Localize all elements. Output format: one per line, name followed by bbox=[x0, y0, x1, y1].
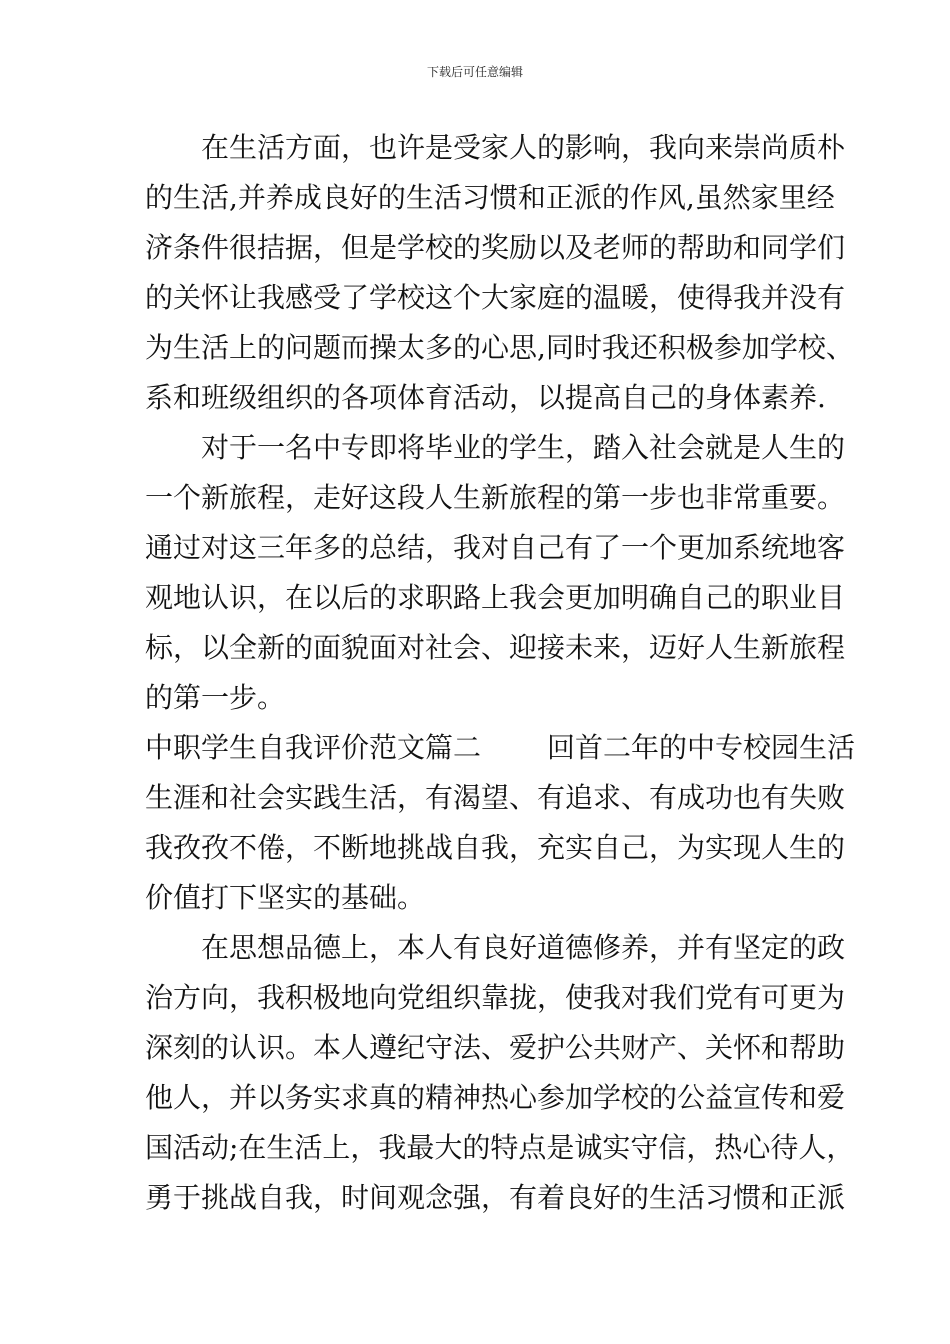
text-line: 标，以全新的面貌面对社会、迎接未来，迈好人生新旅程 bbox=[145, 631, 846, 664]
text-line: 在思想品德上，本人有良好道德修养，并有坚定的政 bbox=[201, 931, 846, 964]
text-line: 他人，并以务实求真的精神热心参加学校的公益宣传和爱 bbox=[145, 1081, 846, 1114]
text-line: 治方向，我积极地向党组织靠拢，使我对我们党有可更为 bbox=[145, 981, 846, 1014]
text-line: 观地认识，在以后的求职路上我会更加明确自己的职业目 bbox=[145, 581, 846, 614]
text-line: 的关怀让我感受了学校这个大家庭的温暖，使得我并没有 bbox=[145, 281, 846, 314]
text-line: 在生活方面，也许是受家人的影响，我向来崇尚质朴 bbox=[201, 131, 846, 164]
text-line: 勇于挑战自我，时间观念强，有着良好的生活习惯和正派 bbox=[145, 1181, 846, 1214]
text-line: 的第一步。 bbox=[145, 681, 286, 714]
text-line: 济条件很拮据，但是学校的奖励以及老师的帮助和同学们 bbox=[145, 231, 846, 264]
text-line: 国活动;在生活上，我最大的特点是诚实守信，热心待人， bbox=[145, 1131, 855, 1164]
text-line: 系和班级组织的各项体育活动，以提高自己的身体素养. bbox=[145, 381, 826, 414]
text-line: 价值打下坚实的基础。 bbox=[145, 881, 426, 914]
text-line: 对于一名中专即将毕业的学生，踏入社会就是人生的 bbox=[201, 431, 846, 464]
text-line: 生涯和社会实践生活，有渴望、有追求、有成功也有失败 bbox=[145, 781, 846, 814]
page-header: 下载后可任意编辑 bbox=[426, 65, 523, 79]
text-line: 通过对这三年多的总结，我对自己有了一个更加系统地客 bbox=[145, 531, 846, 564]
text-line: 的生活,并养成良好的生活习惯和正派的作风,虽然家里经 bbox=[145, 181, 835, 214]
section-heading: 中职学生自我评价范文篇二 bbox=[145, 731, 482, 764]
text-line: 一个新旅程，走好这段人生新旅程的第一步也非常重要。 bbox=[145, 481, 846, 514]
text-line: 深刻的认识。本人遵纪守法、爱护公共财产、关怀和帮助 bbox=[145, 1031, 846, 1064]
text-line: 为生活上的问题而操太多的心思,同时我还积极参加学校、 bbox=[145, 331, 854, 364]
section-heading-line bbox=[145, 728, 856, 768]
section-heading-text: 回首二年的中专校园生活 bbox=[547, 731, 856, 764]
text-line: 我孜孜不倦，不断地挑战自我，充实自己，为实现人生的 bbox=[145, 831, 846, 864]
